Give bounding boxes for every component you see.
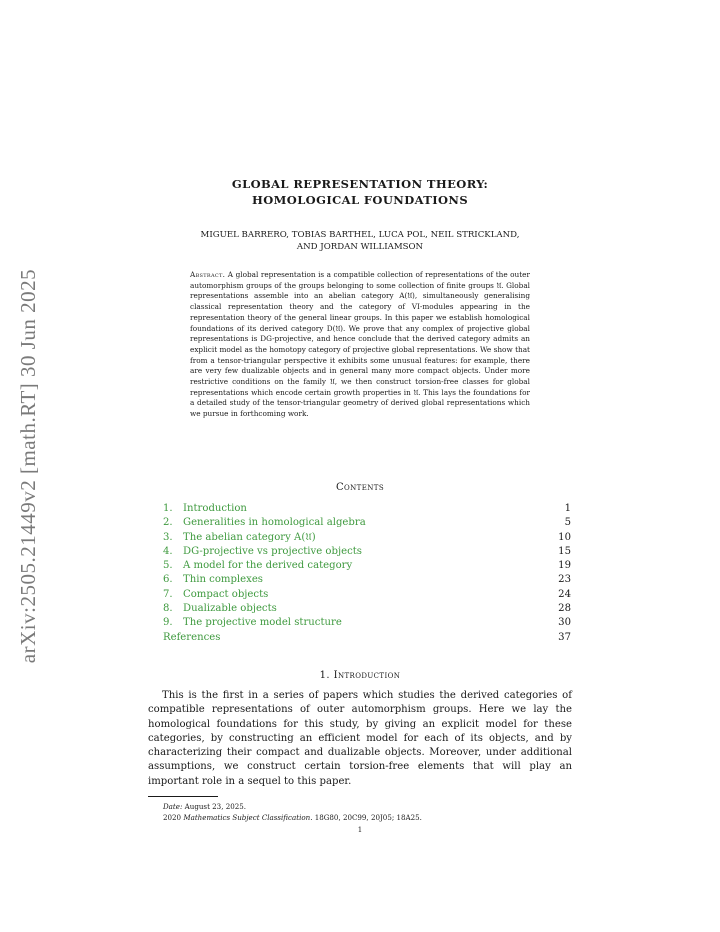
footnotes xyxy=(163,801,422,823)
page-number: 1 xyxy=(357,826,363,834)
title-line-1: GLOBAL REPRESENTATION THEORY: xyxy=(231,177,489,191)
toc-page: 10 xyxy=(558,531,571,543)
footnote-msc-label: Mathematics Subject Classification. xyxy=(183,813,313,822)
toc-link[interactable]: Generalities in homological algebra xyxy=(183,517,366,529)
toc-entry[interactable] xyxy=(163,559,571,573)
contents-heading: Contents xyxy=(335,482,385,493)
toc-entry[interactable] xyxy=(163,502,571,516)
arxiv-identifier: arXiv:2505.21449v2 [math.RT] 30 Jun 2025 xyxy=(16,268,40,664)
toc-number: 7. xyxy=(163,588,173,600)
toc-number: 4. xyxy=(163,545,173,557)
toc-number: 3. xyxy=(163,531,173,543)
section-heading: 1. Introduction xyxy=(319,670,401,681)
footnote-date xyxy=(163,801,422,812)
toc-number: 9. xyxy=(163,617,173,629)
footnote-msc-codes: 18G80, 20C99, 20J05; 18A25. xyxy=(314,813,422,822)
toc-number: 2. xyxy=(163,517,173,529)
abstract-heading: Abstract. xyxy=(190,270,226,279)
toc-entry[interactable] xyxy=(163,531,571,545)
toc-page: 19 xyxy=(558,560,571,572)
toc-entry[interactable] xyxy=(163,545,571,559)
paper-title xyxy=(0,176,720,208)
toc-entry[interactable] xyxy=(163,573,571,587)
toc-page: 28 xyxy=(558,603,571,615)
toc-number: 8. xyxy=(163,603,173,615)
toc-link[interactable]: The abelian category A(𝔘) xyxy=(183,531,316,543)
intro-paragraph: This is the first in a series of papers which studies the derived categories of compatible representations of outer automorphism groups. Here we lay the homological foundations for this study, by giving an explicit model for these categories, by constructing an efficient model for each of its objects, and by characterizing their compact and dualizable objects. Moreover, under additional assumptions, we construct certain torsion-free elements that will play an important role in a sequel to this paper. xyxy=(148,690,572,787)
toc-link[interactable]: A model for the derived category xyxy=(183,560,353,572)
toc-entry[interactable] xyxy=(163,516,571,530)
toc-entry[interactable] xyxy=(163,588,571,602)
footnote-date-value: August 23, 2025. xyxy=(184,802,247,811)
authors-line-1: MIGUEL BARRERO, TOBIAS BARTHEL, LUCA POL, NEIL STRICKLAND, xyxy=(200,230,520,240)
footnote-msc xyxy=(163,812,422,823)
toc-link[interactable]: Thin complexes xyxy=(183,574,263,586)
toc-link[interactable]: The projective model structure xyxy=(183,617,342,629)
authors-line-2: AND JORDAN WILLIAMSON xyxy=(296,242,424,252)
toc-page: 5 xyxy=(564,517,571,529)
toc-entry[interactable] xyxy=(163,616,571,630)
toc-page: 24 xyxy=(558,588,571,600)
abstract-text: A global representation is a compatible collection of representations of the outer automorphism groups of the groups belonging to some collection of finite groups 𝔘. Global representations assemble into an abelian category A(𝔘), simultaneously generalising classical representation theory and the category of VI-modules appearing in the representation theory of the general linear groups. In this paper we establish homological foundations of its derived category D(𝔘). We prove that any complex of projective global representations is DG-projective, and hence conclude that the derived category admits an explicit model as the homotopy category of projective global representations. We show that from a tensor-triangular perspective it exhibits some unusual features: for example, there are very few dualizable objects and in general many more compact objects. Under more restrictive conditions on the family 𝔘, we then construct torsion-free classes for global representations which encode certain growth properties in 𝔘. This lays the foundations for a detailed study of the tensor-triangular geometry of derived global representations which we pursue in forthcoming work. xyxy=(190,270,530,419)
toc-number: 1. xyxy=(163,503,173,514)
title-line-2: HOMOLOGICAL FOUNDATIONS xyxy=(251,193,469,207)
toc-number: 6. xyxy=(163,574,173,586)
toc-link[interactable]: Introduction xyxy=(183,503,247,514)
toc-entry-references[interactable] xyxy=(163,631,571,645)
author-list xyxy=(0,229,720,253)
toc-link[interactable]: Compact objects xyxy=(183,588,269,600)
toc-entry[interactable] xyxy=(163,602,571,616)
footnote-rule xyxy=(148,796,218,797)
toc-number: 5. xyxy=(163,560,173,572)
toc-link[interactable]: References xyxy=(163,631,221,643)
toc-page: 15 xyxy=(558,545,571,557)
table-of-contents xyxy=(163,502,571,645)
abstract xyxy=(190,270,530,420)
toc-page: 23 xyxy=(558,574,571,586)
toc-page: 30 xyxy=(558,617,571,629)
footnote-msc-prefix: 2020 xyxy=(163,813,182,822)
toc-link[interactable]: DG-projective vs projective objects xyxy=(183,545,362,557)
toc-link[interactable]: Dualizable objects xyxy=(183,603,277,615)
toc-page: 37 xyxy=(558,631,571,643)
toc-page: 1 xyxy=(564,503,571,514)
footnote-date-label: Date: xyxy=(163,802,183,811)
